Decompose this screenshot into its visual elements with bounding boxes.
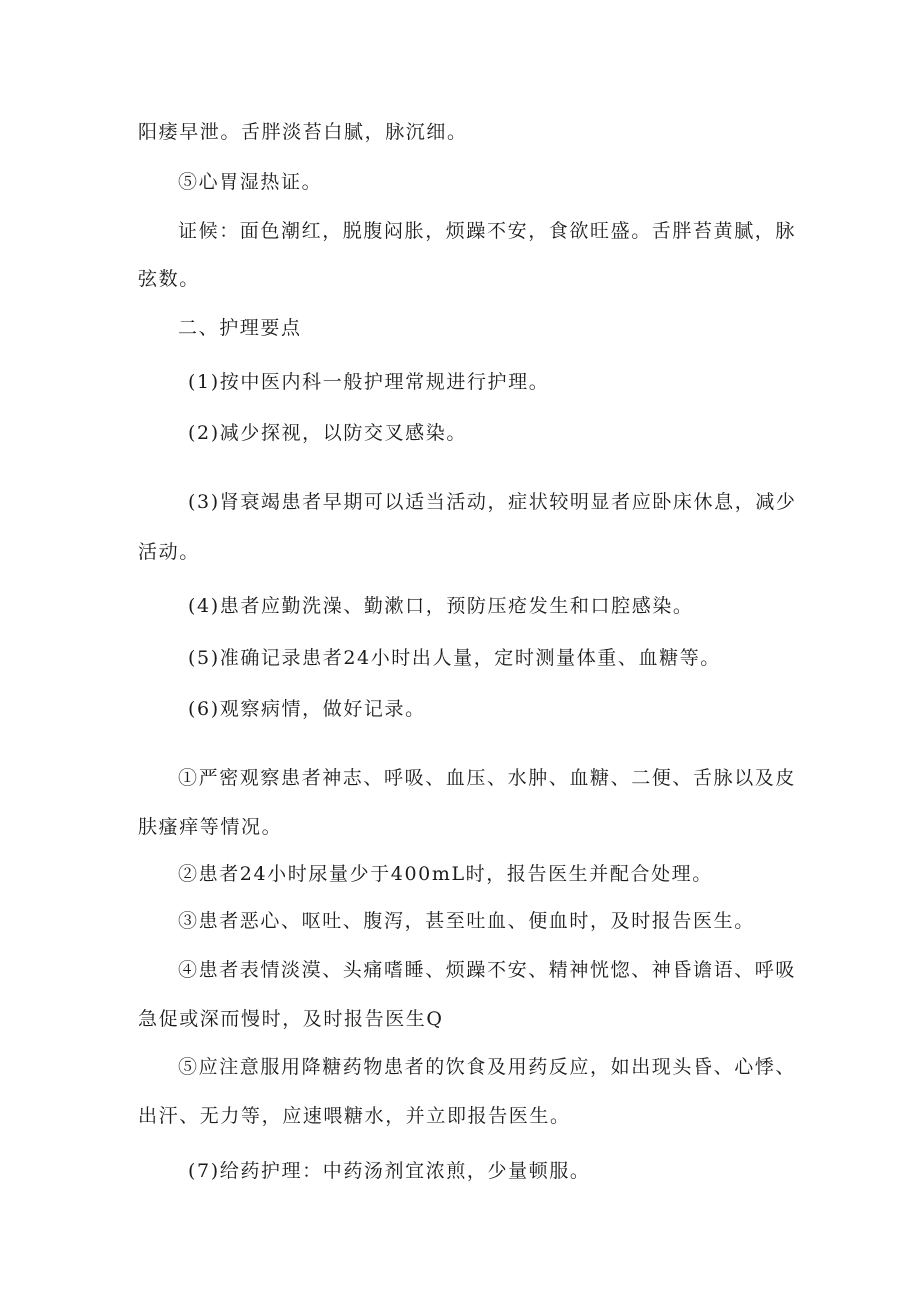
- sub-item-continuation: 肤瘙痒等情况。: [138, 816, 283, 838]
- list-item: (5)准确记录患者24小时出人量，定时测量体重、血糖等。: [188, 647, 721, 669]
- list-item: (6)观察病情，做好记录。: [188, 698, 426, 720]
- sub-item: ①严密观察患者神志、呼吸、血压、水肿、血糖、二便、舌脉以及皮: [178, 767, 797, 789]
- sub-item: ④患者表情淡漠、头痛嗜睡、烦躁不安、精神恍惚、神昏谵语、呼吸: [178, 959, 797, 981]
- list-item: (4)患者应勤洗澡、勤漱口，预防压疮发生和口腔感染。: [188, 595, 694, 617]
- syndrome-heading: ⑤心胃湿热证。: [178, 171, 323, 193]
- list-item: (2)减少探视，以防交叉感染。: [188, 422, 467, 444]
- list-item: (1)按中医内科一般护理常规进行护理。: [188, 371, 550, 393]
- list-item-continuation: 活动。: [138, 541, 200, 563]
- paragraph-line: 阳痿早泄。舌胖淡苔白腻，脉沉细。: [138, 121, 468, 143]
- paragraph-line: 弦数。: [138, 268, 200, 290]
- sub-item: ⑤应注意服用降糖药物患者的饮食及用药反应，如出现头昏、心悸、: [178, 1056, 797, 1078]
- paragraph-line: 证候：面色潮红，脱腹闷胀，烦躁不安，食欲旺盛。舌胖苔黄腻，脉: [178, 220, 797, 242]
- sub-item-continuation: 急促或深而慢时，及时报告医生Q: [138, 1008, 444, 1030]
- list-item: (7)给药护理：中药汤剂宜浓煎，少量顿服。: [188, 1160, 591, 1182]
- list-item: (3)肾衰竭患者早期可以适当活动，症状较明显者应卧床休息，减少: [188, 491, 797, 513]
- sub-item: ③患者恶心、呕吐、腹泻，甚至吐血、便血时，及时报告医生。: [178, 910, 755, 932]
- section-heading: 二、护理要点: [178, 317, 302, 339]
- sub-item-continuation: 出汗、无力等，应速喂糖水，并立即报告医生。: [138, 1105, 571, 1127]
- sub-item: ②患者24小时尿量少于400mL时，报告医生并配合处理。: [178, 863, 713, 885]
